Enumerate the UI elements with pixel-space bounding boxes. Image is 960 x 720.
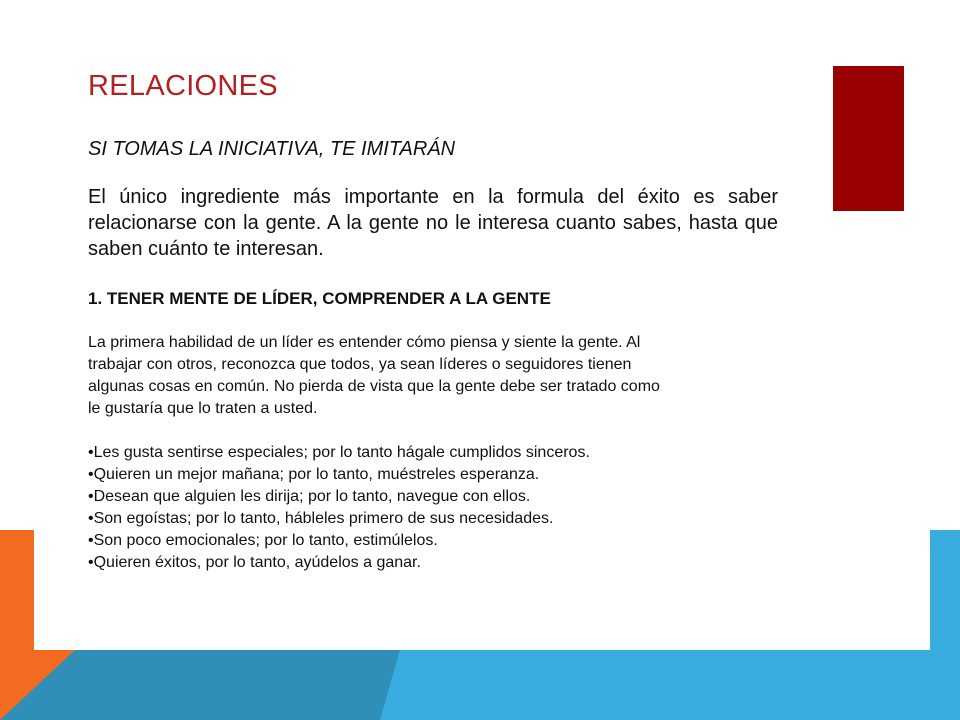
bottom-decor-band (0, 650, 960, 720)
bullet-item: •Son poco emocionales; por lo tanto, estimúlelos. (88, 532, 438, 549)
bullet-item: •Les gusta sentirse especiales; por lo tanto hágale cumplidos sinceros. (88, 444, 590, 461)
accent-block (833, 66, 904, 211)
body-line: le gustaría que lo traten a usted. (88, 400, 318, 417)
slide-title: RELACIONES (88, 70, 278, 102)
slide-subtitle: SI TOMAS LA INICIATIVA, TE IMITARÁN (88, 138, 456, 160)
body-paragraph (88, 332, 808, 420)
body-line: La primera habilidad de un líder es entender cómo piensa y siente la gente. Al (88, 334, 641, 351)
bullet-item: •Desean que alguien les dirija; por lo tanto, navegue con ellos. (88, 488, 531, 505)
intro-paragraph: El único ingrediente más importante en la formula del éxito es saber relacionarse con la gente. A la gente no le interesa cuanto sabes, hasta que saben cuánto te interesan. (88, 186, 778, 260)
bullet-list (88, 442, 590, 574)
bullet-item: •Son egoístas; por lo tanto, hábleles primero de sus necesidades. (88, 510, 554, 527)
body-line: trabajar con otros, reconozca que todos, ya sean líderes o seguidores tienen (88, 356, 632, 373)
bullet-item: •Quieren éxitos, por lo tanto, ayúdelos a ganar. (88, 554, 421, 571)
section-heading: 1. TENER MENTE DE LÍDER, COMPRENDER A LA GENTE (88, 289, 551, 308)
bullet-item: •Quieren un mejor mañana; por lo tanto, muéstreles esperanza. (88, 466, 540, 483)
body-line: algunas cosas en común. No pierda de vista que la gente debe ser tratado como (88, 378, 660, 395)
